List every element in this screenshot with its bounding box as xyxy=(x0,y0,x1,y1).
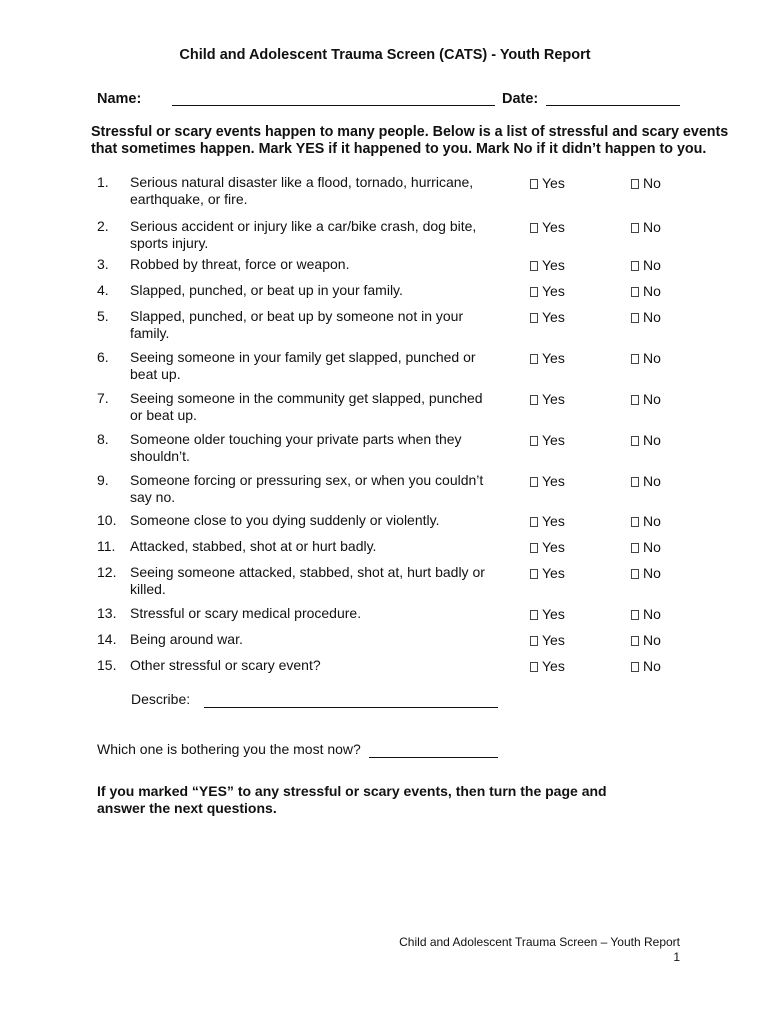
no-checkbox[interactable] xyxy=(631,179,639,189)
question-number: 13. xyxy=(97,605,117,621)
yes-option[interactable] xyxy=(530,175,565,192)
yes-option[interactable] xyxy=(530,391,565,408)
no-checkbox[interactable] xyxy=(631,477,639,487)
yes-label: Yes xyxy=(542,283,565,299)
no-option[interactable] xyxy=(631,432,661,449)
yes-option[interactable] xyxy=(530,309,565,326)
no-label: No xyxy=(643,513,661,529)
question-text: Other stressful or scary event? xyxy=(130,657,321,673)
no-checkbox[interactable] xyxy=(631,395,639,405)
yes-label: Yes xyxy=(542,473,565,489)
yes-label: Yes xyxy=(542,391,565,407)
page-footer xyxy=(399,935,680,965)
yes-option[interactable] xyxy=(530,350,565,367)
yes-checkbox[interactable] xyxy=(530,395,538,405)
question-number: 11. xyxy=(97,538,116,554)
yes-option[interactable] xyxy=(530,432,565,449)
yes-checkbox[interactable] xyxy=(530,662,538,672)
no-checkbox[interactable] xyxy=(631,569,639,579)
yes-checkbox[interactable] xyxy=(530,517,538,527)
question-number: 1. xyxy=(97,174,109,190)
question-text: Seeing someone in the community get slapped, punched or beat up. xyxy=(130,390,483,423)
no-checkbox[interactable] xyxy=(631,543,639,553)
no-checkbox[interactable] xyxy=(631,610,639,620)
bothering-field[interactable] xyxy=(369,757,498,758)
instruction-text: If you marked “YES” to any stressful or scary events, then turn the page and answer the next questions. xyxy=(97,783,607,816)
question-text: Serious natural disaster like a flood, tornado, hurricane, earthquake, or fire. xyxy=(130,174,474,207)
describe-label: Describe: xyxy=(131,691,191,707)
yes-option[interactable] xyxy=(530,565,565,582)
no-option[interactable] xyxy=(631,539,661,556)
no-label: No xyxy=(643,539,661,555)
no-label: No xyxy=(643,391,661,407)
question-text: Seeing someone attacked, stabbed, shot at, hurt badly or killed. xyxy=(130,564,485,597)
question-text: Slapped, punched, or beat up by someone not in your family. xyxy=(130,308,464,341)
question-text: Someone close to you dying suddenly or violently. xyxy=(130,512,440,528)
no-label: No xyxy=(643,565,661,581)
yes-label: Yes xyxy=(542,632,565,648)
no-option[interactable] xyxy=(631,658,661,675)
question-text: Attacked, stabbed, shot at or hurt badly. xyxy=(130,538,377,554)
yes-label: Yes xyxy=(542,309,565,325)
question-number: 4. xyxy=(97,282,109,298)
yes-option[interactable] xyxy=(530,473,565,490)
yes-checkbox[interactable] xyxy=(530,313,538,323)
no-label: No xyxy=(643,175,661,191)
yes-label: Yes xyxy=(542,432,565,448)
yes-checkbox[interactable] xyxy=(530,261,538,271)
no-option[interactable] xyxy=(631,175,661,192)
no-option[interactable] xyxy=(631,283,661,300)
yes-label: Yes xyxy=(542,513,565,529)
yes-label: Yes xyxy=(542,658,565,674)
yes-label: Yes xyxy=(542,175,565,191)
yes-checkbox[interactable] xyxy=(530,179,538,189)
no-checkbox[interactable] xyxy=(631,436,639,446)
yes-option[interactable] xyxy=(530,632,565,649)
question-text: Someone forcing or pressuring sex, or when you couldn’t say no. xyxy=(130,472,484,505)
yes-checkbox[interactable] xyxy=(530,543,538,553)
question-text: Robbed by threat, force or weapon. xyxy=(130,256,350,272)
no-label: No xyxy=(643,432,661,448)
document-title: Child and Adolescent Trauma Screen (CATS) - Youth Report xyxy=(179,47,591,63)
page-number: 1 xyxy=(673,950,680,964)
no-label: No xyxy=(643,606,661,622)
yes-option[interactable] xyxy=(530,283,565,300)
no-checkbox[interactable] xyxy=(631,287,639,297)
yes-checkbox[interactable] xyxy=(530,610,538,620)
question-text: Stressful or scary medical procedure. xyxy=(130,605,362,621)
no-label: No xyxy=(643,309,661,325)
yes-checkbox[interactable] xyxy=(530,354,538,364)
no-option[interactable] xyxy=(631,257,661,274)
no-option[interactable] xyxy=(631,606,661,623)
no-label: No xyxy=(643,257,661,273)
yes-option[interactable] xyxy=(530,658,565,675)
no-option[interactable] xyxy=(631,391,661,408)
no-checkbox[interactable] xyxy=(631,261,639,271)
yes-checkbox[interactable] xyxy=(530,636,538,646)
yes-label: Yes xyxy=(542,539,565,555)
no-checkbox[interactable] xyxy=(631,223,639,233)
question-text: Being around war. xyxy=(130,631,243,647)
no-option[interactable] xyxy=(631,473,661,490)
question-number: 15. xyxy=(97,657,117,673)
no-option[interactable] xyxy=(631,565,661,582)
no-checkbox[interactable] xyxy=(631,636,639,646)
question-number: 9. xyxy=(97,472,109,488)
no-label: No xyxy=(643,473,661,489)
question-text: Slapped, punched, or beat up in your family. xyxy=(130,282,403,298)
no-option[interactable] xyxy=(631,309,661,326)
bothering-label: Which one is bothering you the most now? xyxy=(97,741,361,757)
yes-label: Yes xyxy=(542,257,565,273)
date-label: Date: xyxy=(502,91,539,107)
yes-label: Yes xyxy=(542,350,565,366)
yes-checkbox[interactable] xyxy=(530,287,538,297)
question-number: 5. xyxy=(97,308,109,324)
yes-option[interactable] xyxy=(530,513,565,530)
no-option[interactable] xyxy=(631,632,661,649)
yes-checkbox[interactable] xyxy=(530,436,538,446)
no-option[interactable] xyxy=(631,219,661,236)
no-checkbox[interactable] xyxy=(631,662,639,672)
no-option[interactable] xyxy=(631,513,661,530)
no-checkbox[interactable] xyxy=(631,313,639,323)
no-checkbox[interactable] xyxy=(631,517,639,527)
name-field[interactable] xyxy=(172,105,495,106)
yes-option[interactable] xyxy=(530,219,565,236)
question-text: Someone older touching your private parts when they shouldn’t. xyxy=(130,431,462,464)
footer-title: Child and Adolescent Trauma Screen – Youth Report xyxy=(399,935,680,949)
name-label: Name: xyxy=(97,91,142,107)
yes-option[interactable] xyxy=(530,539,565,556)
question-number: 7. xyxy=(97,390,109,406)
no-label: No xyxy=(643,632,661,648)
question-number: 12. xyxy=(97,564,117,580)
question-number: 6. xyxy=(97,349,109,365)
no-label: No xyxy=(643,658,661,674)
no-checkbox[interactable] xyxy=(631,354,639,364)
yes-checkbox[interactable] xyxy=(530,223,538,233)
question-number: 8. xyxy=(97,431,109,447)
no-label: No xyxy=(643,283,661,299)
question-number: 10. xyxy=(97,512,117,528)
yes-option[interactable] xyxy=(530,606,565,623)
question-number: 2. xyxy=(97,218,109,234)
no-label: No xyxy=(643,350,661,366)
date-field[interactable] xyxy=(546,105,680,106)
yes-label: Yes xyxy=(542,219,565,235)
no-option[interactable] xyxy=(631,350,661,367)
yes-checkbox[interactable] xyxy=(530,477,538,487)
describe-field[interactable] xyxy=(204,707,498,708)
intro-text: Stressful or scary events happen to many people. Below is a list of stressful and scary events that sometimes happen. Mark YES if it happened to you. Mark No if it didn’t happen to you. xyxy=(91,124,729,157)
yes-option[interactable] xyxy=(530,257,565,274)
question-text: Seeing someone in your family get slapped, punched or beat up. xyxy=(130,349,476,382)
yes-checkbox[interactable] xyxy=(530,569,538,579)
question-text: Serious accident or injury like a car/bike crash, dog bite, sports injury. xyxy=(130,218,477,251)
question-number: 3. xyxy=(97,256,109,272)
question-number: 14. xyxy=(97,631,117,647)
yes-label: Yes xyxy=(542,606,565,622)
no-label: No xyxy=(643,219,661,235)
yes-label: Yes xyxy=(542,565,565,581)
